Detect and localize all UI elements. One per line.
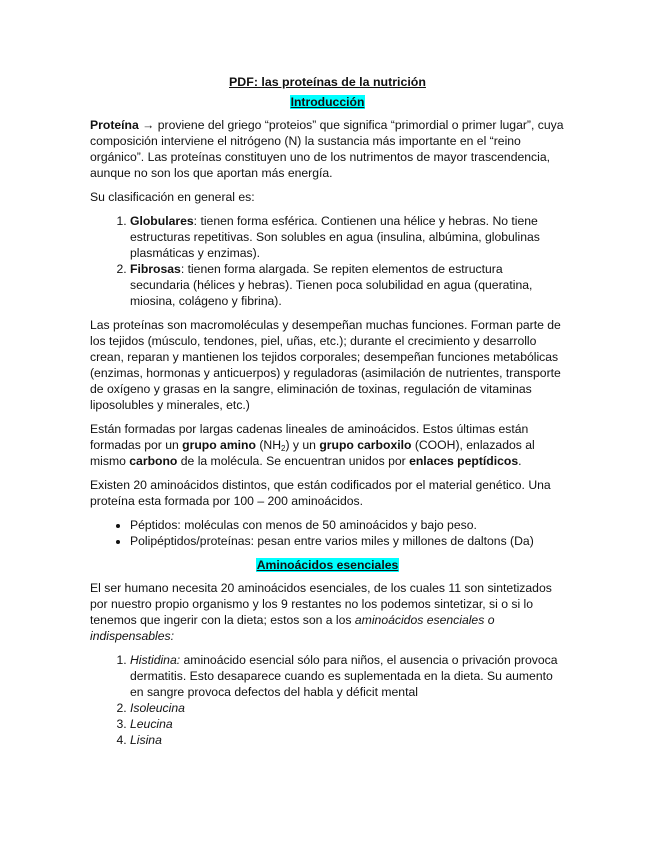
section-heading-essential bbox=[90, 557, 565, 573]
list-item-text: : tienen forma esférica. Contienen una hélice y hebras. No tiene estructuras repetitivas. Son solubles en agua (insulina, albúmina, globulinas plasmáticas y enzimas). bbox=[130, 214, 540, 260]
list-item bbox=[130, 261, 565, 309]
amino-count-paragraph: Existen 20 aminoácidos distintos, que están codificados por el material genético. Una proteína esta formada por 100 – 200 aminoácidos. bbox=[90, 478, 551, 508]
structure-paragraph bbox=[90, 421, 565, 469]
intro-term: Proteína bbox=[90, 118, 139, 132]
bullet-list bbox=[90, 517, 565, 549]
text-run: de la molécula. Se encuentran unidos por bbox=[177, 454, 410, 468]
text-run: (NH bbox=[255, 438, 282, 452]
bullet-item: • Péptidos: moléculas con menos de 50 aminoácidos y bajo peso. bbox=[130, 517, 565, 533]
classification-list bbox=[90, 213, 565, 309]
document-title: PDF: las proteínas de la nutrición bbox=[229, 75, 426, 89]
highlighted-heading-essential: Aminoácidos esenciales bbox=[256, 558, 399, 572]
list-item-text: : tienen forma alargada. Se repiten elementos de estructura secundaria (hélices y hebras). Tienen poca solubilidad en agua (queratina, miosina, colágeno y fibrina). bbox=[130, 262, 533, 308]
list-item bbox=[130, 213, 565, 261]
bold-amino-group: grupo amino bbox=[182, 438, 256, 452]
section-heading-intro bbox=[90, 94, 565, 110]
amino-name: Isoleucina bbox=[130, 701, 185, 715]
list-item bbox=[130, 700, 565, 716]
text-run: . bbox=[518, 454, 522, 468]
amino-description: aminoácido esencial sólo para niños, el ausencia o privación provoca dermatitis. Esto desaparece cuando es suplementada en la dieta. Su aumento en sangre provoca defectos del habla y déficit mental bbox=[130, 653, 558, 699]
arrow-symbol: → bbox=[142, 118, 155, 132]
bold-carbon: carbono bbox=[129, 454, 178, 468]
amino-name: Lisina bbox=[130, 733, 162, 747]
list-item-term: Globulares bbox=[130, 214, 194, 228]
intro-text: proviene del griego “proteios” que significa “primordial o primer lugar”, cuya composición interviene el nitrógeno (N) la sustancia más importante en el “reino orgánico”. Las proteínas constituyen uno de los nutrimentos de mayor trascendencia, aunque no son los que aportan más energía. bbox=[90, 118, 564, 180]
highlighted-heading-intro: Introducción bbox=[290, 95, 365, 109]
amino-name: Leucina bbox=[130, 717, 173, 731]
text-run: Están formadas por largas cadenas lineales de aminoácidos. Estos últimas están formadas por un bbox=[90, 422, 529, 452]
subscript: 2 bbox=[281, 444, 286, 453]
essential-paragraph bbox=[90, 580, 565, 644]
text-run: (COOH), enlazados al mismo bbox=[90, 438, 535, 468]
essential-amino-list bbox=[90, 652, 565, 748]
bullet-item: • Polipéptidos/proteínas: pesan entre varios miles y millones de daltons (Da) bbox=[130, 533, 565, 549]
list-item-term: Fibrosas bbox=[130, 262, 181, 276]
text-run: ) y un bbox=[285, 438, 320, 452]
intro-paragraph bbox=[90, 117, 565, 181]
italic-text: aminoácidos esenciales o indispensables: bbox=[90, 613, 495, 643]
bold-carboxyl-group: grupo carboxilo bbox=[319, 438, 412, 452]
functions-paragraph: Las proteínas son macromoléculas y desempeñan muchas funciones. Forman parte de los tejidos (músculo, tendones, piel, uñas, etc.); durante el crecimiento y desarrollo crean, reparan y mantienen los tejidos corporales; desempeñan funciones metabólicas (enzimas, hormonas y anticuerpos) y reguladoras (asimilación de nutrientes, transporte de oxígeno y grasas en la sangre, eliminación de toxinas, regulación de vitaminas liposolubles y minerales, etc.) bbox=[90, 318, 561, 412]
text-run: El ser humano necesita 20 aminoácidos esenciales, de los cuales 11 son sintetizados por nuestro propio organismo y los 9 restantes no los podemos sintetizar, si o si lo tenemos que ingerir con la dieta; estos son a los bbox=[90, 581, 552, 627]
list-item bbox=[130, 652, 565, 700]
bold-peptide-bonds: enlaces peptídicos bbox=[409, 454, 519, 468]
amino-name: Histidina: bbox=[130, 653, 181, 667]
classification-intro: Su clasificación en general es: bbox=[90, 190, 255, 204]
list-item bbox=[130, 732, 565, 748]
list-item bbox=[130, 716, 565, 732]
